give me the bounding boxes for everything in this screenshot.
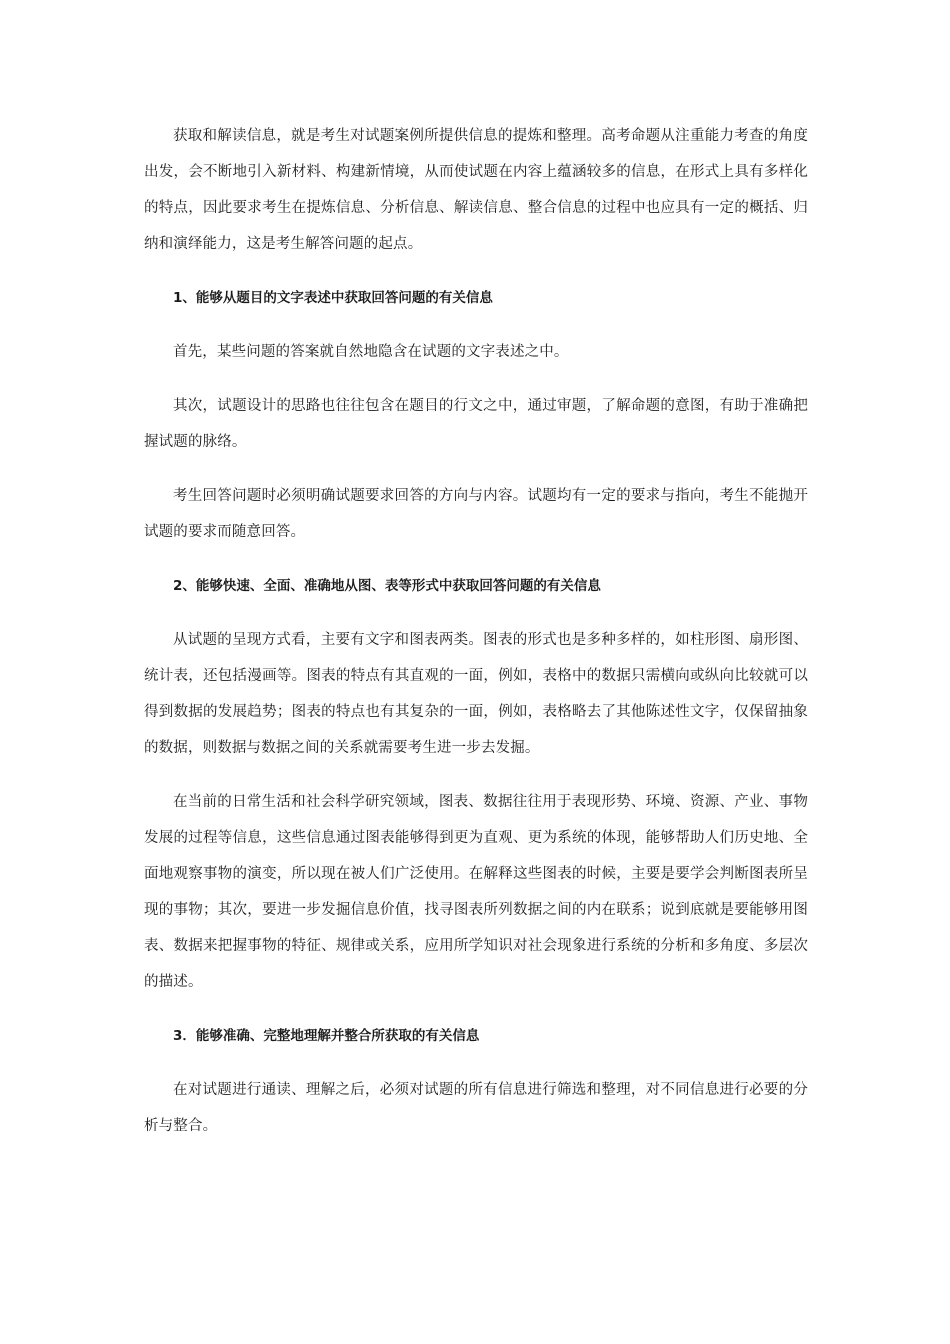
section-2-heading: 2、能够快速、全面、准确地从图、表等形式中获取回答问题的有关信息 — [173, 578, 601, 594]
document-page — [144, 118, 808, 1162]
section-1-paragraph-2: 其次，试题设计的思路也往往包含在题目的行文之中，通过审题，了解命题的意图，有助于准确把握试题的脉络。 — [144, 398, 808, 450]
section-3-paragraph-1: 在对试题进行通读、理解之后，必须对试题的所有信息进行筛选和整理，对不同信息进行必要的分析与整合。 — [144, 1082, 808, 1134]
intro-paragraph: 获取和解读信息，就是考生对试题案例所提供信息的提炼和整理。高考命题从注重能力考查的角度出发，会不断地引入新材料、构建新情境，从而使试题在内容上蕴涵较多的信息，在形式上具有多样化的特点，因此要求考生在提炼信息、分析信息、解读信息、整合信息的过程中也应具有一定的概括、归纳和演绎能力，这是考生解答问题的起点。 — [144, 128, 808, 252]
section-2-paragraph-1: 从试题的呈现方式看，主要有文字和图表两类。图表的形式也是多种多样的，如柱形图、扇形图、统计表，还包括漫画等。图表的特点有其直观的一面，例如，表格中的数据只需横向或纵向比较就可以得到数据的发展趋势；图表的特点也有其复杂的一面，例如，表格略去了其他陈述性文字，仅保留抽象的数据，则数据与数据之间的关系就需要考生进一步去发掘。 — [144, 632, 808, 756]
section-2-paragraph-2: 在当前的日常生活和社会科学研究领域，图表、数据往往用于表现形势、环境、资源、产业、事物发展的过程等信息，这些信息通过图表能够得到更为直观、更为系统的体现，能够帮助人们历史地、全面地观察事物的演变，所以现在被人们广泛使用。在解释这些图表的时候，主要是要学会判断图表所呈现的事物；其次，要进一步发掘信息价值，找寻图表所列数据之间的内在联系；说到底就是要能够用图表、数据来把握事物的特征、规律或关系，应用所学知识对社会现象进行系统的分析和多角度、多层次的描述。 — [144, 794, 808, 990]
section-3-heading: 3．能够准确、完整地理解并整合所获取的有关信息 — [173, 1028, 480, 1044]
section-1-paragraph-3: 考生回答问题时必须明确试题要求回答的方向与内容。试题均有一定的要求与指向，考生不能抛开试题的要求而随意回答。 — [144, 488, 808, 540]
section-1-heading: 1、能够从题目的文字表述中获取回答问题的有关信息 — [173, 290, 493, 306]
section-1-paragraph-1: 首先，某些问题的答案就自然地隐含在试题的文字表述之中。 — [173, 344, 569, 360]
